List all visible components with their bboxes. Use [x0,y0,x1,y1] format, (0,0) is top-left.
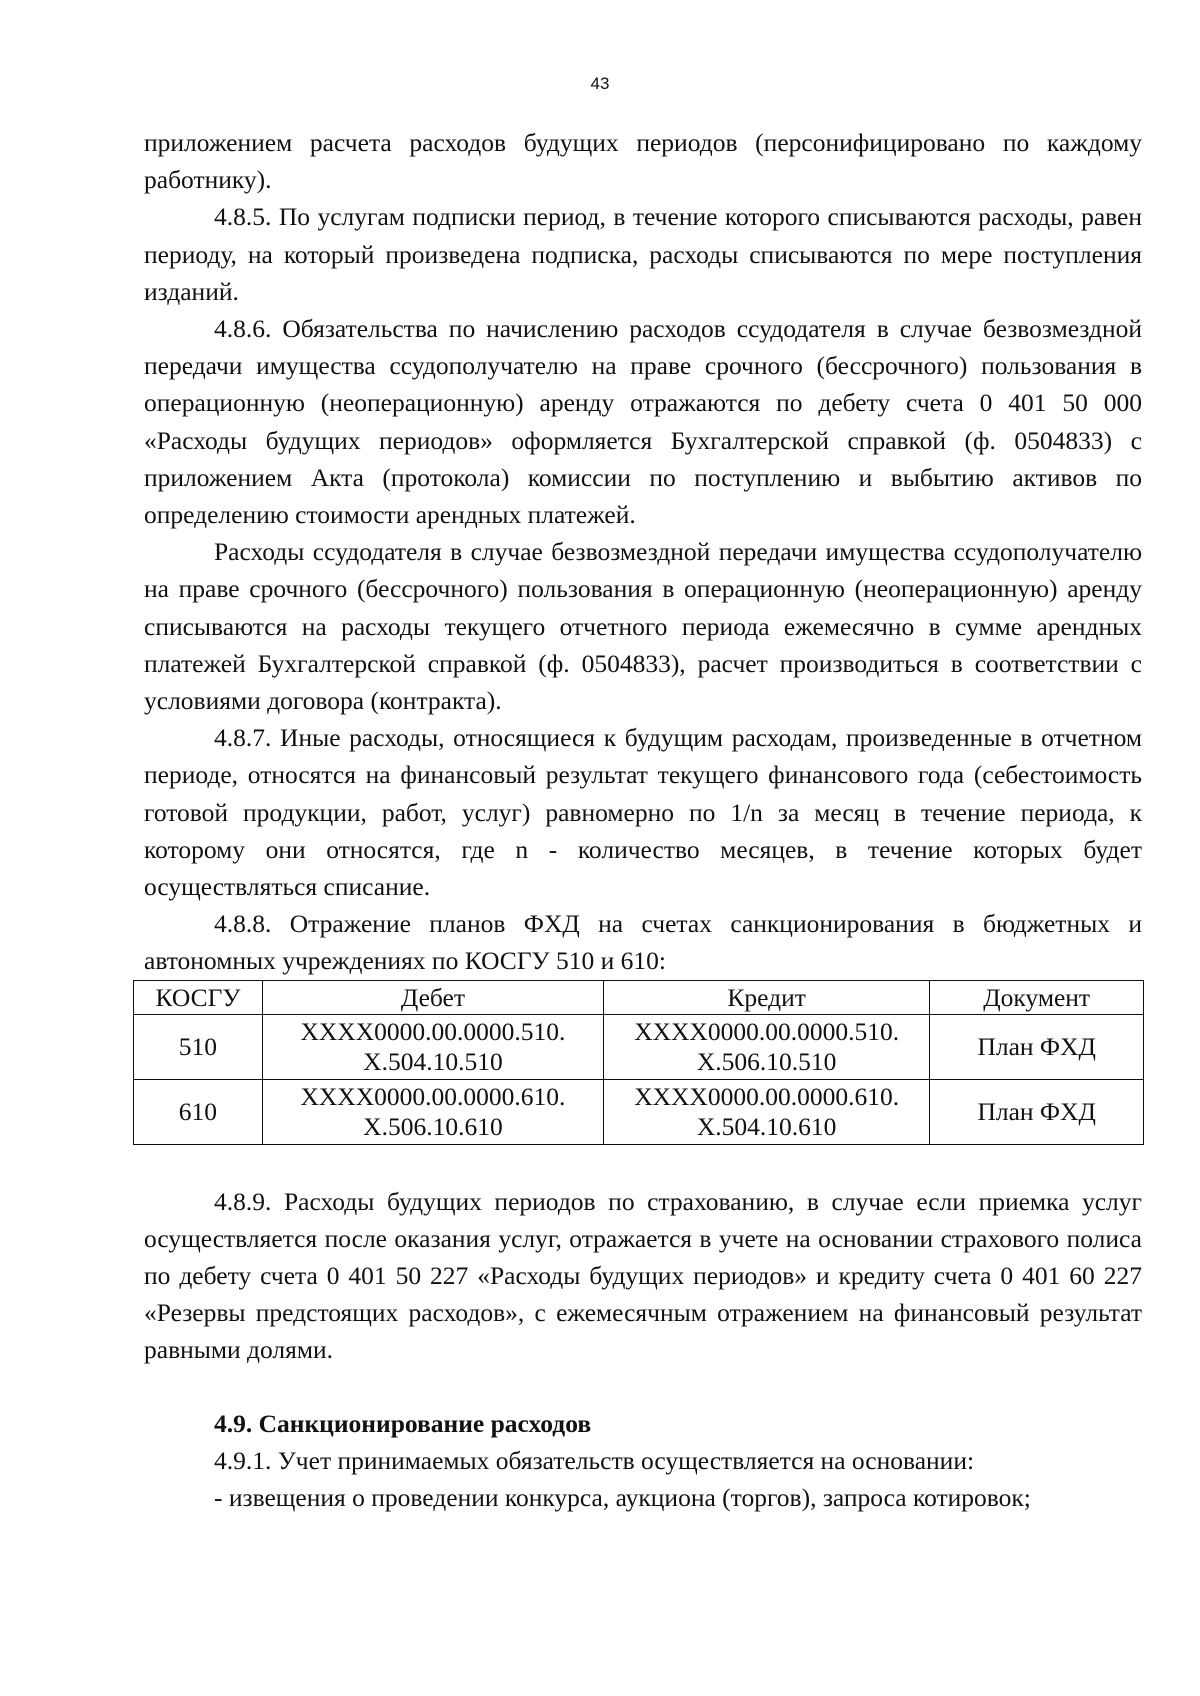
cell-kosgu: 510 [134,1014,263,1079]
document-body [144,124,1142,1516]
cell-document: План ФХД [930,1014,1144,1079]
paragraph-4-8-9: 4.8.9. Расходы будущих периодов по страхованию, в случае если приемка услуг осуществляется после оказания услуг, отражается в учете на основании страхового полиса по дебету счета 0 401 50 227 «Расходы будущих периодов» и кредиту счета 0 401 60 227 «Резервы предстоящих расходов», с ежемесячным отражением на финансовый результат равными долями. [144,1186,1142,1365]
debit-account-line-2: Х.504.10.510 [363,1047,503,1077]
page-number: 43 [590,74,610,93]
header-debit: Дебет [262,980,603,1014]
section-heading-4-9: 4.9. Санкционирование расходов [214,1408,592,1438]
cell-credit [604,1014,930,1079]
cell-document: План ФХД [930,1079,1144,1144]
kosgu-accounts-table [133,980,1144,1145]
credit-account-line-1: ХХХХ0000.00.0000.510. [634,1017,900,1047]
table-row [134,1079,1144,1144]
header-credit: Кредит [604,980,930,1014]
credit-account-line-2: Х.504.10.610 [696,1112,837,1142]
list-item: - извещения о проведении конкурса, аукциона (торгов), запроса котировок; [214,1483,1031,1513]
paragraph-4-8-5: 4.8.5. По услугам подписки период, в течение которого списываются расходы, равен периоду, на который произведена подписка, расходы списываются по мере поступления изданий. [144,202,1142,306]
paragraph-personalized-calc: приложением расчета расходов будущих периодов (персонифицировано по каждому работнику). [144,128,1142,195]
cell-debit [262,1079,603,1144]
header-kosgu: КОСГУ [134,980,263,1014]
credit-account-line-2: Х.506.10.510 [696,1047,837,1077]
table-header-row [134,980,1144,1014]
header-document: Документ [930,980,1144,1014]
paragraph-lender-expenses: Расходы ссудодателя в случае безвозмездной передачи имущества ссудополучателю на праве срочного (бессрочного) пользования в операционную (неоперационную) аренду списываются на расходы текущего отчетного периода ежемесячно в сумме арендных платежей Бухгалтерской справкой (ф. 0504833), расчет производиться в соответствии с условиями договора (контракта). [144,537,1142,716]
debit-account-line-2: Х.506.10.610 [363,1112,503,1142]
cell-credit [604,1079,930,1144]
paragraph-4-8-8: 4.8.8. Отражение планов ФХД на счетах санкционирования в бюджетных и автономных учреждениях по КОСГУ 510 и 610: [144,909,1142,976]
cell-debit [262,1014,603,1079]
debit-account-line-1: ХХХХ0000.00.0000.610. [300,1082,566,1112]
paragraph-4-8-6: 4.8.6. Обязательства по начислению расходов ссудодателя в случае безвозмездной передачи имущества ссудополучателю на праве срочного (бессрочного) пользования в операционную (неоперационную) аренду отражаются по дебету счета 0 401 50 000 «Расходы будущих периодов» оформляется Бухгалтерской справкой (ф. 0504833) с приложением Акта (протокола) комиссии по поступлению и выбытию активов по определению стоимости арендных платежей. [144,314,1142,530]
credit-account-line-1: ХХХХ0000.00.0000.610. [634,1082,900,1112]
paragraph-4-9-1: 4.9.1. Учет принимаемых обязательств осуществляется на основании: [214,1445,975,1475]
paragraph-4-8-7: 4.8.7. Иные расходы, относящиеся к будущим расходам, произведенные в отчетном периоде, относятся на финансовый результат текущего финансового года (себестоимость готовой продукции, работ, услуг) равномерно по 1/n за месяц в течение периода, к которому они относятся, где n - количество месяцев, в течение которых будет осуществляться списание. [144,723,1142,902]
cell-kosgu: 610 [134,1079,263,1144]
debit-account-line-1: ХХХХ0000.00.0000.510. [300,1017,566,1047]
table-row [134,1014,1144,1079]
